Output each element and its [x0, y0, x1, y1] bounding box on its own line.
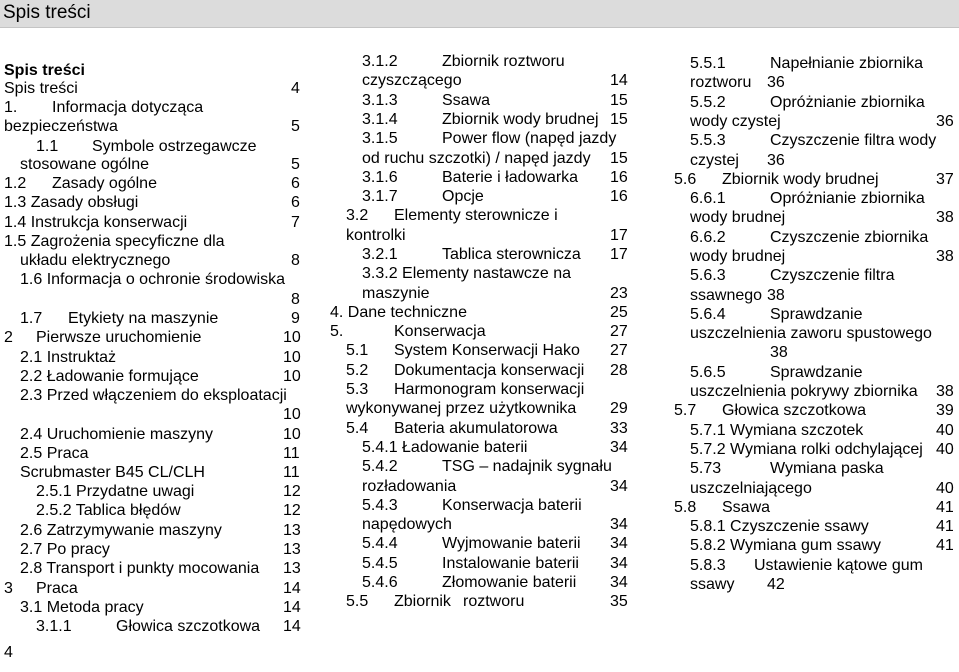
toc-entry-text: Zbiornik: [394, 593, 451, 610]
toc-page-number: 15: [610, 92, 628, 109]
toc-entry-text: 5.4.2: [362, 458, 398, 475]
toc-page-number: 25: [610, 304, 628, 321]
toc-page-number: 6: [291, 194, 300, 211]
toc-page-number: 40: [936, 441, 954, 458]
toc-entry-text: układu elektrycznego: [20, 252, 171, 269]
toc-page-number: 27: [610, 342, 628, 359]
toc-page-number: 17: [610, 227, 628, 244]
toc-entry-text: 5.4.5: [362, 555, 398, 572]
toc-entry-text: uszczelnienia pokrywy zbiornika: [690, 383, 918, 400]
toc-entry-text: 1.5 Zagrożenia specyficzne dla: [4, 233, 225, 250]
toc-page-number: 7: [291, 214, 300, 231]
toc-entry-text: 2.5.1 Przydatne uwagi: [36, 483, 195, 500]
toc-entry-text: 5.4: [346, 420, 369, 437]
toc-page-number: 10: [283, 329, 301, 346]
toc-page-number: 12: [283, 502, 301, 519]
toc-entry-text: Praca: [36, 580, 78, 597]
toc-page-number: 38: [936, 248, 954, 265]
toc-page-number: 15: [610, 150, 628, 167]
toc-entry-text: Czyszczenie filtra: [770, 267, 895, 284]
toc-entry-text: ssawy: [690, 576, 735, 593]
toc-page-number: 14: [283, 599, 301, 616]
toc-page-number: 41: [936, 537, 954, 554]
toc-entry-text: Opróżnianie zbiornika: [770, 94, 925, 111]
toc-entry-text: 5.2: [346, 362, 369, 379]
toc-entry-text: wody brudnej: [690, 209, 786, 226]
toc-entry-text: 5.7: [674, 402, 697, 419]
toc-page-number: 5: [291, 156, 300, 173]
toc-page-number: 10: [283, 349, 301, 366]
toc-entry-text: Elementy sterownicze i: [394, 207, 558, 224]
toc-entry-text: Instalowanie baterii: [442, 555, 579, 572]
toc-entry-text: 5.8.3: [690, 557, 726, 574]
toc-heading: Spis treści: [4, 62, 85, 79]
toc-page-number: 10: [283, 426, 301, 443]
toc-entry-text: 5.6: [674, 171, 697, 188]
toc-page-number: 13: [283, 560, 301, 577]
toc-entry-text: bezpieczeństwa: [4, 118, 118, 135]
toc-entry-text: Baterie i ładowarka: [442, 169, 579, 186]
toc-page-number: 28: [610, 362, 628, 379]
toc-entry-text: Napełnianie zbiornika: [770, 55, 923, 72]
toc-entry-text: 1.2: [4, 175, 27, 192]
toc-page-number: 34: [610, 574, 628, 591]
toc-entry-text: 5.3: [346, 381, 369, 398]
toc-page-number: 14: [283, 618, 301, 635]
toc-entry-text: 5.5: [346, 593, 369, 610]
toc-page-number: 40: [936, 422, 954, 439]
toc-entry-text: stosowane ogólne: [20, 156, 149, 173]
toc-entry-text: 3.1.5: [362, 130, 398, 147]
toc-entry-text: Wymiana paska: [770, 460, 884, 477]
toc-entry-text: Głowica szczotkowa: [116, 618, 261, 635]
toc-entry-text: 5.5.1: [690, 55, 726, 72]
toc-entry-text: 5.4.6: [362, 574, 398, 591]
toc-entry-text: napędowych: [362, 516, 452, 533]
toc-entry-text: wody czystej: [690, 113, 781, 130]
toc-page-number: 34: [610, 555, 628, 572]
toc-entry-text: Sprawdzanie: [770, 364, 863, 381]
toc-page-number: 16: [610, 169, 628, 186]
toc-page-number: 38: [767, 287, 785, 304]
toc-page-number: 34: [610, 439, 628, 456]
toc-entry-text: 5.4.3: [362, 497, 398, 514]
toc-entry-text: 6.6.2: [690, 229, 726, 246]
toc-entry-text: ssawnego: [690, 287, 763, 304]
toc-entry-text: Bateria akumulatorowa: [394, 420, 558, 437]
toc-page-number: 34: [610, 478, 628, 495]
toc-entry-text: Zbiornik wody brudnej: [722, 171, 879, 188]
toc-entry-text: uszczelniającego: [690, 480, 812, 497]
toc-entry-text: Spis treści: [4, 80, 78, 97]
toc-entry-text: 4. Dane techniczne: [330, 304, 467, 321]
toc-entry-text: 3.1.1: [36, 618, 72, 635]
toc-page-number: 35: [610, 593, 628, 610]
toc-entry-text: 5.: [330, 323, 344, 340]
toc-entry-text: 2.2 Ładowanie formujące: [20, 368, 199, 385]
toc-page-number: 14: [283, 580, 301, 597]
toc-entry-text: 2.6 Zatrzymywanie maszyny: [20, 522, 222, 539]
toc-page-number: 38: [770, 344, 788, 361]
toc-entry-text: System Konserwacji Hako: [394, 342, 580, 359]
toc-entry-text: Power flow (napęd jazdy: [442, 130, 617, 147]
toc-entry-text: Pierwsze uruchomienie: [36, 329, 202, 346]
window-title-bar: [0, 0, 959, 28]
toc-entry-text: 2.1 Instruktaż: [20, 349, 117, 366]
toc-entry-text: 3.2.1: [362, 246, 398, 263]
toc-entry-text: Sprawdzanie: [770, 306, 863, 323]
toc-entry-text: 2.8 Transport i punkty mocowania: [20, 560, 260, 577]
toc-page-number: 36: [767, 152, 785, 169]
toc-entry-text: 1.7: [20, 310, 43, 327]
toc-page-number: 11: [283, 445, 300, 462]
toc-entry-text: 5.7.2 Wymiana rolki odchylającej: [690, 441, 923, 458]
toc-entry-text: 5.7.1 Wymiana szczotek: [690, 422, 864, 439]
toc-page-number: 12: [283, 483, 301, 500]
toc-entry-text: Głowica szczotkowa: [722, 402, 867, 419]
toc-entry-text: 3.1.7: [362, 188, 398, 205]
toc-page-number: 14: [610, 72, 628, 89]
toc-page-number: 36: [936, 113, 954, 130]
toc-page-number: 37: [936, 171, 954, 188]
toc-entry-text: Zbiornik roztworu: [442, 53, 565, 70]
toc-entry-text: Scrubmaster B45 CL/CLH: [20, 464, 205, 481]
toc-page-number: 3: [4, 580, 13, 597]
toc-entry-text: 3.2: [346, 207, 369, 224]
toc-entry-text: Ssawa: [442, 92, 491, 109]
toc-entry-text: kontrolki: [346, 227, 406, 244]
toc-entry-text: 5.8.2 Wymiana gum ssawy: [690, 537, 882, 554]
toc-entry-text: 5.4.4: [362, 535, 398, 552]
toc-page-number: 29: [610, 400, 628, 417]
toc-entry-text: wykonywanej przez użytkownika: [346, 400, 577, 417]
toc-entry-text: 1.1: [36, 138, 59, 155]
toc-entry-text: 2.7 Po pracy: [20, 541, 110, 558]
toc-page-number: 9: [291, 310, 300, 327]
toc-page-number: 41: [936, 518, 954, 535]
toc-entry-text: Zbiornik wody brudnej: [442, 111, 599, 128]
toc-entry-text: 5.5.3: [690, 132, 726, 149]
toc-entry-text: 5.1: [346, 342, 369, 359]
toc-entry-text: 6.6.1: [690, 190, 726, 207]
toc-page-number: 34: [610, 516, 628, 533]
toc-entry-text: maszynie: [362, 285, 430, 302]
toc-page-number: 15: [610, 111, 628, 128]
toc-entry-text: 5.6.3: [690, 267, 726, 284]
toc-entry-text: uszczelnienia zaworu spustowego: [690, 325, 932, 342]
toc-entry-text: 2.5 Praca: [20, 445, 89, 462]
toc-entry-text: Wyjmowanie baterii: [442, 535, 581, 552]
toc-entry-text: 5.8.1 Czyszczenie ssawy: [690, 518, 869, 535]
toc-entry-text: czyszczącego: [362, 72, 462, 89]
toc-page-number: 41: [936, 499, 954, 516]
toc-page-number: 5: [291, 118, 300, 135]
toc-entry-text: 5.6.4: [690, 306, 726, 323]
toc-page-number: 38: [936, 209, 954, 226]
toc-page-number: 17: [610, 246, 628, 263]
toc-page-number: 10: [283, 406, 301, 423]
toc-page-number: 13: [283, 541, 301, 558]
toc-entry-text: Konserwacja: [394, 323, 486, 340]
toc-page-number: 40: [936, 480, 954, 497]
toc-page-number: 33: [610, 420, 628, 437]
toc-entry-text: Ustawienie kątowe gum: [754, 557, 923, 574]
toc-page-number: 10: [283, 368, 301, 385]
toc-entry-text: 3.1.3: [362, 92, 398, 109]
toc-entry-text: roztworu: [690, 74, 752, 91]
toc-page-number: 36: [767, 74, 785, 91]
toc-entry-text: 3.1.2: [362, 53, 398, 70]
toc-entry-text: roztworu: [463, 593, 525, 610]
toc-page-number: 34: [610, 535, 628, 552]
toc-page-number: 2: [4, 329, 13, 346]
toc-page-number: 8: [291, 252, 300, 269]
toc-entry-text: rozładowania: [362, 478, 457, 495]
toc-entry-text: Opróżnianie zbiornika: [770, 190, 925, 207]
toc-entry-text: Opcje: [442, 188, 484, 205]
toc-entry-text: 1.6 Informacja o ochronie środowiska: [20, 271, 286, 288]
toc-entry-text: Harmonogram konserwacji: [394, 381, 585, 398]
toc-entry-text: 1.: [4, 99, 18, 116]
toc-page-number: 16: [610, 188, 628, 205]
toc-entry-text: Czyszczenie filtra wody: [770, 132, 937, 149]
toc-page-number: 38: [936, 383, 954, 400]
toc-entry-text: wody brudnej: [690, 248, 786, 265]
toc-entry-text: 1.4 Instrukcja konserwacji: [4, 214, 188, 231]
toc-page-number: 4: [4, 644, 13, 661]
toc-page-number: 6: [291, 175, 300, 192]
toc-entry-text: Informacja dotycząca: [52, 99, 204, 116]
toc-page-number: 8: [291, 291, 300, 308]
toc-page-number: 39: [936, 402, 954, 419]
toc-entry-text: czystej: [690, 152, 739, 169]
toc-entry-text: Tablica sterownicza: [442, 246, 581, 263]
toc-entry-text: Zasady ogólne: [52, 175, 157, 192]
toc-entry-text: 3.1 Metoda pracy: [20, 599, 144, 616]
toc-entry-text: od ruchu szczotki) / napęd jazdy: [362, 150, 591, 167]
toc-page-number: 4: [291, 80, 300, 97]
toc-entry-text: Etykiety na maszynie: [68, 310, 219, 327]
toc-entry-text: Czyszczenie zbiornika: [770, 229, 929, 246]
toc-entry-text: 2.3 Przed włączeniem do eksploatacji: [20, 387, 287, 404]
window-title: Spis treści: [3, 2, 91, 23]
toc-page-number: 27: [610, 323, 628, 340]
toc-entry-text: 5.73: [690, 460, 722, 477]
toc-entry-text: 5.8: [674, 499, 697, 516]
toc-page-number: 11: [283, 464, 300, 481]
toc-entry-text: 3.1.6: [362, 169, 398, 186]
toc-entry-text: 5.5.2: [690, 94, 726, 111]
toc-entry-text: TSG – nadajnik sygnału: [442, 458, 612, 475]
toc-entry-text: 2.5.2 Tablica błędów: [36, 502, 181, 519]
toc-entry-text: 5.4.1 Ładowanie baterii: [362, 439, 528, 456]
toc-page-number: 13: [283, 522, 301, 539]
toc-page-number: 23: [610, 285, 628, 302]
toc-entry-text: Dokumentacja konserwacji: [394, 362, 585, 379]
toc-entry-text: 3.1.4: [362, 111, 398, 128]
toc-entry-text: Ssawa: [722, 499, 771, 516]
toc-entry-text: 3.3.2 Elementy nastawcze na: [362, 265, 572, 282]
toc-entry-text: 2.4 Uruchomienie maszyny: [20, 426, 213, 443]
toc-entry-text: 5.6.5: [690, 364, 726, 381]
toc-page-number: 42: [767, 576, 785, 593]
toc-entry-text: Konserwacja baterii: [442, 497, 582, 514]
toc-entry-text: Złomowanie baterii: [442, 574, 577, 591]
toc-entry-text: 1.3 Zasady obsługi: [4, 194, 139, 211]
toc-entry-text: Symbole ostrzegawcze: [92, 138, 257, 155]
